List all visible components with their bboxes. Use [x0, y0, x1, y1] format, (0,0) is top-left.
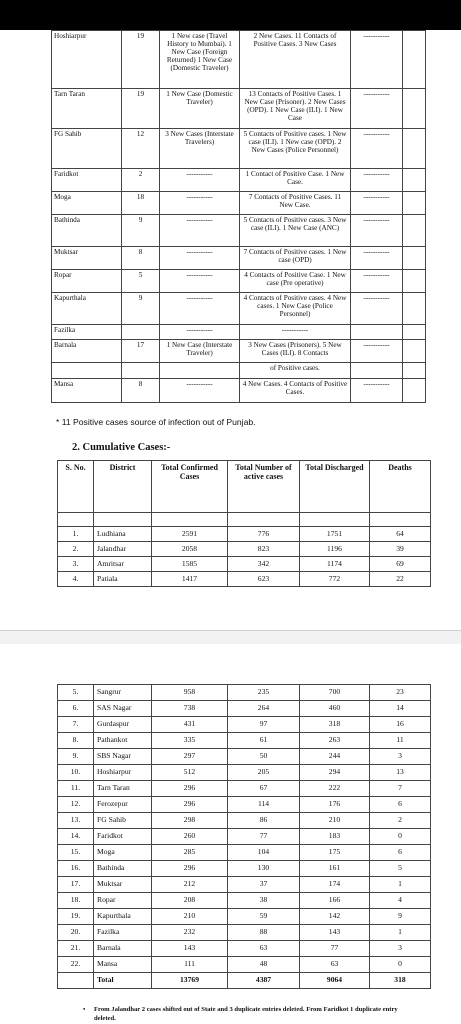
cumulative-row: [58, 829, 431, 845]
cumulative-row: [58, 733, 431, 749]
imported-cases-cell: -----------: [160, 169, 240, 192]
total-sno-cell: [58, 973, 94, 989]
district-cell: FG Sahib: [52, 129, 122, 169]
deaths-cell: 7: [370, 781, 431, 797]
district-cell: Muktsar: [52, 247, 122, 270]
deaths-cell: 1: [370, 877, 431, 893]
active-cell: 97: [228, 717, 300, 733]
district-cell: Barnala: [94, 941, 152, 957]
daily-row: [52, 31, 426, 89]
daily-row: [52, 340, 426, 363]
active-cell: 37: [228, 877, 300, 893]
active-cell: 776: [228, 527, 300, 542]
header-active-cases: Total Number of active cases: [228, 461, 300, 513]
count-cell: 5: [122, 270, 160, 293]
remarks-cell: -----------: [351, 270, 403, 293]
discharged-cell: 143: [300, 925, 370, 941]
confirmed-cell: 143: [152, 941, 228, 957]
discharged-cell: 183: [300, 829, 370, 845]
cumulative-row: [58, 701, 431, 717]
deaths-cell: 14: [370, 701, 431, 717]
remarks-cell: [351, 325, 403, 340]
confirmed-cell: 2058: [152, 542, 228, 557]
active-cell: 342: [228, 557, 300, 572]
deaths-cell: 0: [370, 829, 431, 845]
sno-cell: 4.: [58, 572, 94, 587]
imported-cases-cell: -----------: [160, 215, 240, 247]
sno-cell: 10.: [58, 765, 94, 781]
count-cell: 12: [122, 129, 160, 169]
active-cell: 50: [228, 749, 300, 765]
count-cell: [122, 325, 160, 340]
district-cell: SBS Nagar: [94, 749, 152, 765]
deaths-cell: 22: [370, 572, 431, 587]
local-cases-cell: 5 Contacts of Positive cases. 3 New case (ILI). 1 New Case (ANC): [240, 215, 351, 247]
daily-row: [52, 169, 426, 192]
local-cases-cell: 5 Contacts of Positive cases. 1 New case (ILI). 1 New case (OPD). 2 New Cases (Police Personnel): [240, 129, 351, 169]
header-sno: S. No.: [58, 461, 94, 513]
cumulative-row: [58, 685, 431, 701]
active-cell: 77: [228, 829, 300, 845]
active-cell: 264: [228, 701, 300, 717]
imported-cases-cell: -----------: [160, 379, 240, 403]
cumulative-row: [58, 813, 431, 829]
discharged-cell: 77: [300, 941, 370, 957]
cumulative-row: [58, 749, 431, 765]
confirmed-cell: 232: [152, 925, 228, 941]
sno-cell: 17.: [58, 877, 94, 893]
cumulative-table-part2: [57, 684, 431, 989]
local-cases-cell: 4 New Cases. 4 Contacts of Positive Cases.: [240, 379, 351, 403]
confirmed-cell: 958: [152, 685, 228, 701]
active-cell: 235: [228, 685, 300, 701]
active-cell: 130: [228, 861, 300, 877]
total-confirmed-cell: 13769: [152, 973, 228, 989]
district-cell: Jalandhar: [94, 542, 152, 557]
remarks-cell: -----------: [351, 215, 403, 247]
active-cell: 104: [228, 845, 300, 861]
blank-cell: [403, 129, 426, 169]
deaths-cell: 69: [370, 557, 431, 572]
count-cell: 8: [122, 379, 160, 403]
daily-row: [52, 215, 426, 247]
discharged-cell: 318: [300, 717, 370, 733]
discharged-cell: 174: [300, 877, 370, 893]
sno-cell: 6.: [58, 701, 94, 717]
blank-cell: [403, 363, 426, 379]
district-cell: Mansa: [52, 379, 122, 403]
district-cell: Hoshiarpur: [52, 31, 122, 89]
local-cases-cell: 2 New Cases. 11 Contacts of Positive Cases. 3 New Cases: [240, 31, 351, 89]
confirmed-cell: 210: [152, 909, 228, 925]
imported-cases-cell: 1 New Case (Interstate Traveler): [160, 340, 240, 363]
imported-cases-cell: -----------: [160, 293, 240, 325]
sno-cell: 12.: [58, 797, 94, 813]
page-break: [0, 630, 461, 644]
blank-cell: [403, 247, 426, 270]
discharged-cell: 175: [300, 845, 370, 861]
sno-cell: 16.: [58, 861, 94, 877]
district-cell: Moga: [52, 192, 122, 215]
district-cell: SAS Nagar: [94, 701, 152, 717]
district-cell: Patiala: [94, 572, 152, 587]
imported-cases-cell: -----------: [160, 247, 240, 270]
deaths-cell: 11: [370, 733, 431, 749]
empty-cell: [94, 513, 152, 527]
district-cell: Faridkot: [94, 829, 152, 845]
district-cell: Tarn Taran: [94, 781, 152, 797]
blank-cell: [403, 379, 426, 403]
sno-cell: 20.: [58, 925, 94, 941]
blank-cell: [403, 89, 426, 129]
deaths-cell: 3: [370, 941, 431, 957]
deaths-cell: 6: [370, 797, 431, 813]
empty-cell: [152, 513, 228, 527]
local-cases-cell: 7 Contacts of Positive cases. 1 New case (OPD): [240, 247, 351, 270]
confirmed-cell: 208: [152, 893, 228, 909]
sno-cell: 11.: [58, 781, 94, 797]
deaths-cell: 23: [370, 685, 431, 701]
remarks-cell: -----------: [351, 247, 403, 270]
cumulative-row: [58, 877, 431, 893]
confirmed-cell: 296: [152, 781, 228, 797]
cumulative-row: [58, 797, 431, 813]
district-cell: Fazilka: [52, 325, 122, 340]
remarks-cell: -----------: [351, 293, 403, 325]
district-cell: Ludhiana: [94, 527, 152, 542]
district-cell: Amritsar: [94, 557, 152, 572]
district-cell: Bathinda: [94, 861, 152, 877]
confirmed-cell: 1585: [152, 557, 228, 572]
count-cell: 17: [122, 340, 160, 363]
imported-cases-cell: -----------: [160, 192, 240, 215]
sno-cell: 18.: [58, 893, 94, 909]
blank-cell: [403, 215, 426, 247]
district-cell: FG Sahib: [94, 813, 152, 829]
cumulative-row: [58, 845, 431, 861]
sno-cell: 2.: [58, 542, 94, 557]
daily-row: [52, 192, 426, 215]
deaths-cell: 39: [370, 542, 431, 557]
district-cell: Kapurthala: [52, 293, 122, 325]
cumulative-row: [58, 781, 431, 797]
footer-note-text: From Jalandhar 2 cases shifted out of State and 3 duplicate entries deleted. From Faridkot 1 duplicate entry deleted.: [94, 1006, 398, 1022]
active-cell: 38: [228, 893, 300, 909]
total-deaths-cell: 318: [370, 973, 431, 989]
discharged-cell: 166: [300, 893, 370, 909]
confirmed-cell: 297: [152, 749, 228, 765]
deaths-cell: 5: [370, 861, 431, 877]
discharged-cell: 700: [300, 685, 370, 701]
local-cases-cell: 3 New Cases (Prisoners). 5 New Cases (ILI). 8 Contacts: [240, 340, 351, 363]
confirmed-cell: 260: [152, 829, 228, 845]
empty-cell: [228, 513, 300, 527]
cumulative-row: [58, 527, 431, 542]
remarks-cell: -----------: [351, 379, 403, 403]
confirmed-cell: 212: [152, 877, 228, 893]
daily-cases-table: [51, 30, 426, 403]
daily-row: [52, 89, 426, 129]
discharged-cell: 63: [300, 957, 370, 973]
total-discharged-cell: 9064: [300, 973, 370, 989]
confirmed-cell: 2591: [152, 527, 228, 542]
cumulative-header-row: [58, 461, 431, 513]
cumulative-row: [58, 861, 431, 877]
local-cases-cell: -----------: [240, 325, 351, 340]
remarks-cell: -----------: [351, 89, 403, 129]
sno-cell: 19.: [58, 909, 94, 925]
local-cases-cell: 13 Contacts of Positive Cases. 1 New Case (Prisoner). 2 New Cases (OPD). 1 New Case (ILI). 1 New Case: [240, 89, 351, 129]
sno-cell: 1.: [58, 527, 94, 542]
sno-cell: 8.: [58, 733, 94, 749]
confirmed-cell: 285: [152, 845, 228, 861]
local-cases-cell: 4 Contacts of Positive Case. 1 New case (Pre operative): [240, 270, 351, 293]
cumulative-row: [58, 893, 431, 909]
discharged-cell: 176: [300, 797, 370, 813]
remarks-cell: -----------: [351, 192, 403, 215]
spacer-row: [58, 513, 431, 527]
blank-cell: [403, 270, 426, 293]
district-cell: Fazilka: [94, 925, 152, 941]
blank-cell: [403, 169, 426, 192]
active-cell: 63: [228, 941, 300, 957]
document-page-2: [0, 644, 461, 1024]
deaths-cell: 2: [370, 813, 431, 829]
deaths-cell: 64: [370, 527, 431, 542]
discharged-cell: 210: [300, 813, 370, 829]
count-cell: [122, 363, 160, 379]
active-cell: 59: [228, 909, 300, 925]
active-cell: 86: [228, 813, 300, 829]
district-cell: Ferozepur: [94, 797, 152, 813]
deaths-cell: 3: [370, 749, 431, 765]
district-cell: Faridkot: [52, 169, 122, 192]
blank-cell: [403, 340, 426, 363]
local-cases-cell: of Positive cases.: [240, 363, 351, 379]
total-active-cell: 4387: [228, 973, 300, 989]
header-district: District: [94, 461, 152, 513]
discharged-cell: 1196: [300, 542, 370, 557]
daily-row: [52, 293, 426, 325]
blank-cell: [403, 325, 426, 340]
empty-cell: [300, 513, 370, 527]
discharged-cell: 1751: [300, 527, 370, 542]
district-cell: Ropar: [94, 893, 152, 909]
imported-cases-cell: -----------: [160, 270, 240, 293]
cumulative-table-part1: [57, 460, 431, 587]
remarks-cell: -----------: [351, 129, 403, 169]
deaths-cell: 6: [370, 845, 431, 861]
imported-cases-cell: -----------: [160, 325, 240, 340]
district-cell: Bathinda: [52, 215, 122, 247]
discharged-cell: 263: [300, 733, 370, 749]
confirmed-cell: 298: [152, 813, 228, 829]
active-cell: 623: [228, 572, 300, 587]
sno-cell: 14.: [58, 829, 94, 845]
daily-row: [52, 363, 426, 379]
confirmed-cell: 296: [152, 861, 228, 877]
daily-row: [52, 270, 426, 293]
discharged-cell: 161: [300, 861, 370, 877]
total-row: [58, 973, 431, 989]
sno-cell: 13.: [58, 813, 94, 829]
section-heading-cumulative: 2. Cumulative Cases:-: [72, 442, 171, 453]
imported-cases-cell: 1 New Case (Domestic Traveler): [160, 89, 240, 129]
imported-cases-cell: 3 New Cases (Interstate Travelers): [160, 129, 240, 169]
district-cell: Muktsar: [94, 877, 152, 893]
bullet-icon: •: [83, 1006, 86, 1013]
daily-row: [52, 379, 426, 403]
confirmed-cell: 335: [152, 733, 228, 749]
sno-cell: 3.: [58, 557, 94, 572]
cumulative-row: [58, 717, 431, 733]
active-cell: 205: [228, 765, 300, 781]
count-cell: 19: [122, 89, 160, 129]
remarks-cell: -----------: [351, 340, 403, 363]
header-total-confirmed: Total Confirmed Cases: [152, 461, 228, 513]
cumulative-row: [58, 765, 431, 781]
discharged-cell: 244: [300, 749, 370, 765]
total-label-cell: Total: [94, 973, 152, 989]
footer-note: [83, 1005, 414, 1023]
district-cell: Hoshiarpur: [94, 765, 152, 781]
active-cell: 823: [228, 542, 300, 557]
deaths-cell: 1: [370, 925, 431, 941]
sno-cell: 7.: [58, 717, 94, 733]
confirmed-cell: 431: [152, 717, 228, 733]
cumulative-row: [58, 957, 431, 973]
document-page-1: [0, 30, 461, 630]
discharged-cell: 460: [300, 701, 370, 717]
remarks-cell: -----------: [351, 169, 403, 192]
deaths-cell: 16: [370, 717, 431, 733]
district-cell: Barnala: [52, 340, 122, 363]
imported-cases-cell: [160, 363, 240, 379]
district-cell: Ropar: [52, 270, 122, 293]
sno-cell: 22.: [58, 957, 94, 973]
count-cell: 18: [122, 192, 160, 215]
confirmed-cell: 111: [152, 957, 228, 973]
count-cell: 9: [122, 293, 160, 325]
confirmed-cell: 512: [152, 765, 228, 781]
cumulative-row: [58, 925, 431, 941]
local-cases-cell: 4 Contacts of Positive cases. 4 New cases. 1 New Case (Police Personnel): [240, 293, 351, 325]
count-cell: 2: [122, 169, 160, 192]
top-black-bar: [0, 0, 461, 30]
cumulative-row: [58, 572, 431, 587]
empty-cell: [370, 513, 431, 527]
discharged-cell: 772: [300, 572, 370, 587]
active-cell: 67: [228, 781, 300, 797]
district-cell: [52, 363, 122, 379]
remarks-cell: -----------: [351, 31, 403, 89]
daily-row: [52, 325, 426, 340]
district-cell: Moga: [94, 845, 152, 861]
district-cell: Gurdaspur: [94, 717, 152, 733]
sno-cell: 5.: [58, 685, 94, 701]
discharged-cell: 1174: [300, 557, 370, 572]
deaths-cell: 0: [370, 957, 431, 973]
blank-cell: [403, 192, 426, 215]
discharged-cell: 222: [300, 781, 370, 797]
empty-cell: [58, 513, 94, 527]
active-cell: 61: [228, 733, 300, 749]
district-cell: Pathankot: [94, 733, 152, 749]
cumulative-row: [58, 557, 431, 572]
active-cell: 88: [228, 925, 300, 941]
count-cell: 9: [122, 215, 160, 247]
cumulative-row: [58, 909, 431, 925]
footnote-infection-source: * 11 Positive cases source of infection out of Punjab.: [56, 417, 256, 427]
sno-cell: 21.: [58, 941, 94, 957]
header-discharged: Total Discharged: [300, 461, 370, 513]
cumulative-row: [58, 542, 431, 557]
district-cell: Mansa: [94, 957, 152, 973]
local-cases-cell: 1 Contact of Positive Case. 1 New Case.: [240, 169, 351, 192]
deaths-cell: 13: [370, 765, 431, 781]
active-cell: 114: [228, 797, 300, 813]
active-cell: 48: [228, 957, 300, 973]
remarks-cell: [351, 363, 403, 379]
daily-row: [52, 247, 426, 270]
blank-cell: [403, 31, 426, 89]
imported-cases-cell: 1 New case (Travel History to Mumbai). 1 New Case (Foreign Returned) 1 New Case (Domestic Traveler): [160, 31, 240, 89]
district-cell: Kapurthala: [94, 909, 152, 925]
district-cell: Sangrur: [94, 685, 152, 701]
sno-cell: 15.: [58, 845, 94, 861]
deaths-cell: 4: [370, 893, 431, 909]
count-cell: 8: [122, 247, 160, 270]
confirmed-cell: 1417: [152, 572, 228, 587]
deaths-cell: 9: [370, 909, 431, 925]
confirmed-cell: 296: [152, 797, 228, 813]
sno-cell: 9.: [58, 749, 94, 765]
discharged-cell: 294: [300, 765, 370, 781]
count-cell: 19: [122, 31, 160, 89]
local-cases-cell: 7 Contacts of Positive Cases. 11 New Case.: [240, 192, 351, 215]
district-cell: Tarn Taran: [52, 89, 122, 129]
confirmed-cell: 738: [152, 701, 228, 717]
blank-cell: [403, 293, 426, 325]
header-deaths: Deaths: [370, 461, 431, 513]
daily-row: [52, 129, 426, 169]
cumulative-row: [58, 941, 431, 957]
discharged-cell: 142: [300, 909, 370, 925]
